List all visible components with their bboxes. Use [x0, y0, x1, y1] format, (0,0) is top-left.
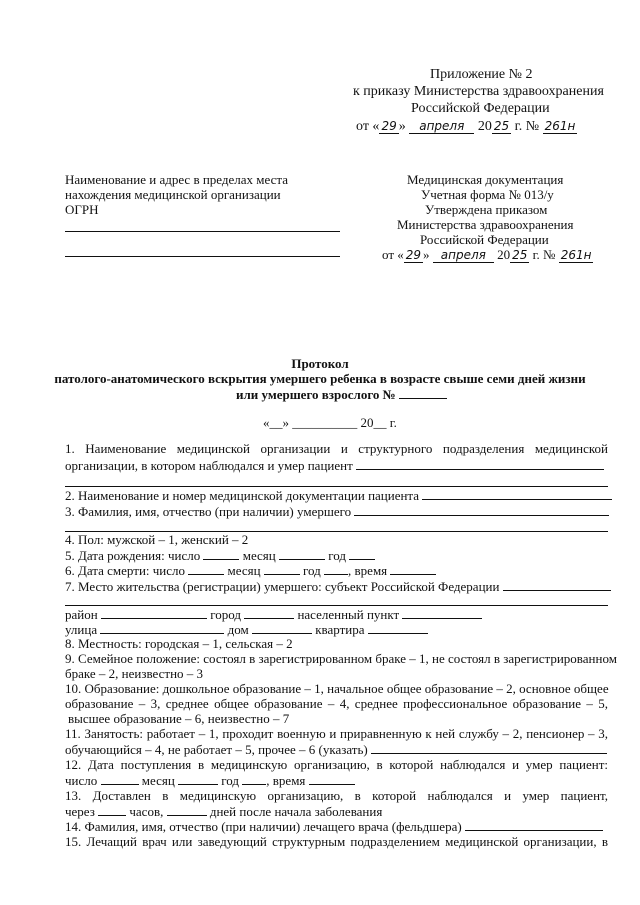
attending-doctor-field[interactable] — [465, 818, 603, 831]
settlement-field[interactable] — [402, 606, 482, 619]
handwritten-month: апреля — [409, 119, 474, 134]
item-10-line-2: образование – 3, среднее общее образование – 4, среднее профессиональное образование – 5, — [65, 696, 608, 711]
ministry-label: Министерства здравоохранения — [397, 217, 574, 232]
order-reference: к приказу Министерства здравоохранения — [353, 84, 604, 99]
birth-year-field[interactable] — [349, 547, 375, 560]
handwritten-day: 29 — [381, 119, 397, 133]
item-14: 14. Фамилия, имя, отчество (при наличии) лечащего врача (фельдшера) — [65, 818, 603, 835]
item-3-field[interactable] — [354, 503, 609, 516]
federation-line: Российской Федерации — [411, 101, 550, 116]
item-6: 6. Дата смерти: число месяц год , время — [65, 562, 436, 579]
item-10-line-3: высшее образование – 6, неизвестно – 7 — [68, 711, 290, 726]
admission-month-field[interactable] — [178, 772, 218, 785]
federation-label: Российской Федерации — [420, 232, 549, 247]
protocol-number-line: или умершего взрослого № — [236, 386, 447, 403]
item-12-line-2: число месяц год , время — [65, 772, 355, 789]
protocol-subtitle: патолого-анатомического вскрытия умершего ребенка в возрасте свыше семи дней жизни — [54, 371, 586, 386]
med-doc-label: Медицинская документация — [407, 172, 564, 187]
handwritten-year: 25 — [493, 119, 510, 133]
form-order-date: от « 29 » апреля 20 25 г. № 261н — [382, 247, 592, 262]
item-8: 8. Местность: городская – 1, сельская – 2 — [65, 636, 293, 651]
item-11-line-2: обучающийся – 4, не работает – 5, прочее – 6 (указать) — [65, 741, 607, 758]
handwritten-month: апреля — [433, 248, 494, 263]
item-1-line-2: организации, в котором наблюдался и умер пациент — [65, 457, 604, 474]
item-15-line-1: 15. Лечащий врач или заведующий структурным подразделением медицинской организации, в — [65, 834, 608, 849]
header-order-date: от « 29 » апреля 20 25 г. № 261н — [356, 119, 576, 134]
birth-day-field[interactable] — [203, 547, 239, 560]
district-field[interactable] — [101, 606, 207, 619]
protocol-title: Протокол — [291, 356, 349, 371]
admission-day-field[interactable] — [101, 772, 139, 785]
apartment-field[interactable] — [368, 621, 428, 634]
approved-by-label: Утверждена приказом — [425, 202, 548, 217]
org-blank-line-2[interactable] — [65, 256, 340, 257]
house-field[interactable] — [252, 621, 312, 634]
death-time-field[interactable] — [390, 562, 436, 575]
item-5: 5. Дата рождения: число месяц год — [65, 547, 375, 564]
item-3: 3. Фамилия, имя, отчество (при наличии) умершего — [65, 503, 609, 520]
item-12-line-1: 12. Дата поступления в медицинскую организацию, в которой наблюдался и умер пациент: — [65, 757, 608, 772]
item-10-line-1: 10. Образование: дошкольное образование – 1, начальное общее образование – 2, основное общее — [65, 681, 609, 696]
handwritten-number: 261н — [544, 119, 576, 133]
ogrn-label: ОГРН — [65, 202, 99, 217]
handwritten-number: 261н — [560, 248, 592, 262]
delivery-hours-field[interactable] — [98, 803, 126, 816]
item-2-field[interactable] — [422, 487, 612, 500]
item-11-line-1: 11. Занятость: работает – 1, проходит военную и приравненную к ней службу – 2, пенсионер – 3, — [65, 726, 608, 741]
item-7: 7. Место жительства (регистрации) умершего: субъект Российской Федерации — [65, 578, 611, 595]
delivery-days-field[interactable] — [167, 803, 207, 816]
protocol-number-field[interactable] — [399, 386, 447, 399]
occupation-other-field[interactable] — [371, 741, 607, 754]
street-field[interactable] — [100, 621, 224, 634]
org-name-label: Наименование и адрес в пределах места — [65, 172, 288, 187]
protocol-date[interactable]: «__» __________ 20__ г. — [263, 415, 397, 430]
item-9-line-2: браке – 2, неизвестно – 3 — [65, 666, 204, 681]
region-field[interactable] — [503, 578, 611, 591]
death-year-field[interactable] — [324, 562, 348, 575]
admission-time-field[interactable] — [309, 772, 355, 785]
birth-month-field[interactable] — [279, 547, 325, 560]
city-field[interactable] — [244, 606, 294, 619]
address-line-1: район город населенный пункт — [65, 606, 482, 623]
item-1-field[interactable] — [356, 457, 604, 470]
admission-year-field[interactable] — [242, 772, 266, 785]
form-number: Учетная форма № 013/у — [421, 187, 554, 202]
address-line-2: улица дом квартира — [65, 621, 428, 638]
handwritten-year: 25 — [512, 248, 528, 262]
item-13-line-2: через часов, дней после начала заболевания — [65, 804, 383, 819]
item-13-line-1: 13. Доставлен в медицинскую организацию, в которой наблюдался и умер пациент, — [65, 788, 608, 803]
death-day-field[interactable] — [188, 562, 224, 575]
death-month-field[interactable] — [264, 562, 300, 575]
item-1-line-1: 1. Наименование медицинской организации и структурного подразделения медицинской — [65, 441, 608, 456]
appendix-title: Приложение № 2 — [430, 67, 533, 82]
item-9-line-1: 9. Семейное положение: состоял в зарегистрированном браке – 1, не состоял в зарегистрированном — [65, 651, 617, 666]
org-address-label: нахождения медицинской организации — [65, 187, 281, 202]
handwritten-day: 29 — [405, 248, 422, 262]
item-2: 2. Наименование и номер медицинской документации пациента — [65, 487, 612, 504]
org-blank-line-1[interactable] — [65, 231, 340, 232]
item-4: 4. Пол: мужской – 1, женский – 2 — [65, 532, 249, 547]
